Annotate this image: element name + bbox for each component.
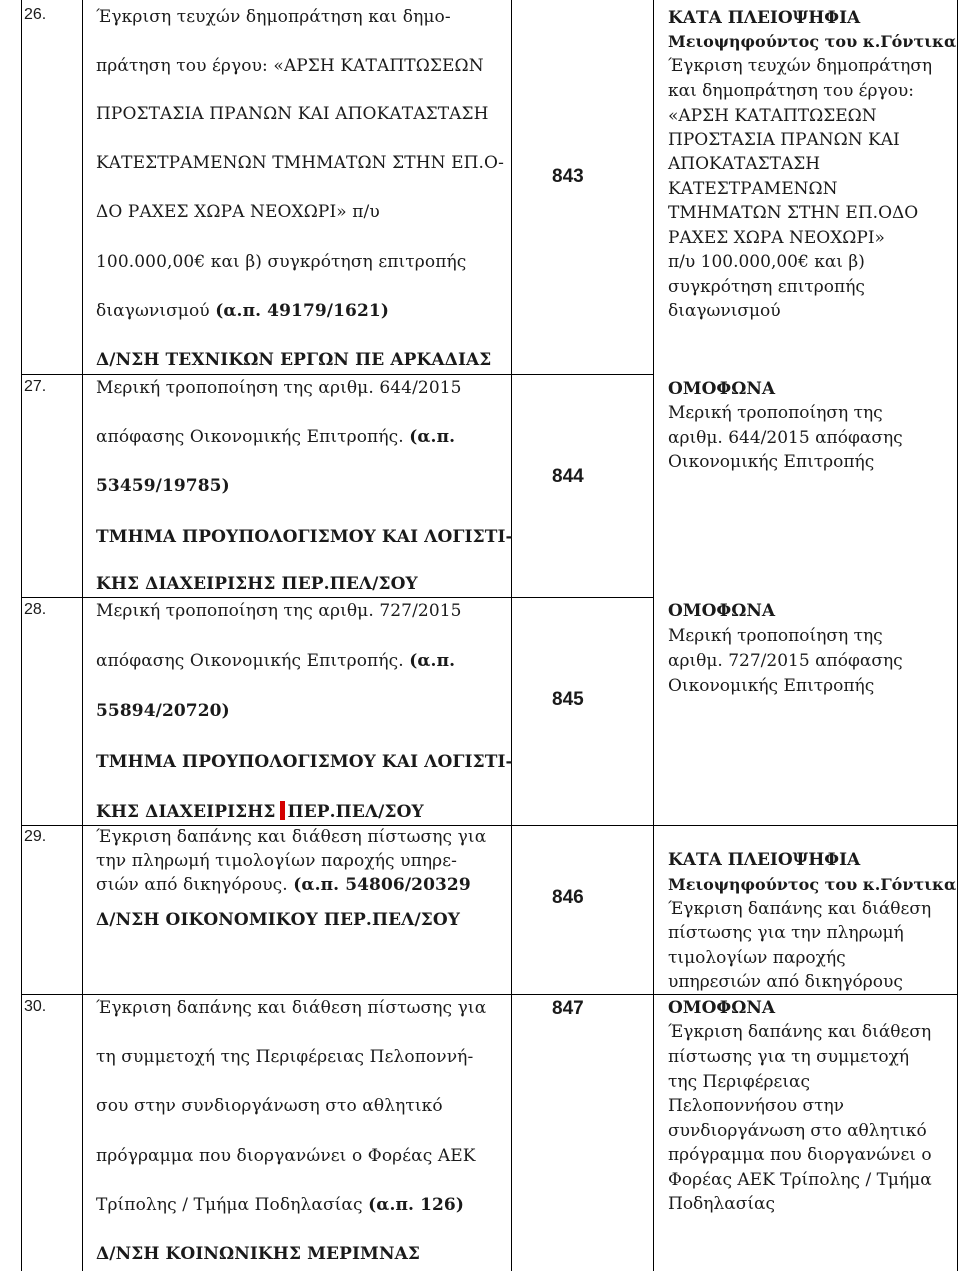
item-number: 27.	[24, 378, 47, 395]
decision-line: ΤΜΗΜΑΤΩΝ ΣΤΗΝ ΕΠ.ΟΔΟ	[668, 203, 919, 223]
decision-line: ΚΑΤΕΣΤΡΑΜΕΝΩΝ	[668, 179, 838, 199]
vote-result: ΟΜΟΦΩΝΑ	[668, 379, 776, 399]
decision-line: πίστωσης για την πληρωμή	[668, 923, 904, 943]
item-number: 28.	[24, 601, 47, 618]
decision-line: Πελοποννήσου στην	[668, 1096, 845, 1116]
decision-code: 847	[552, 998, 584, 1019]
decision-line: της Περιφέρειας	[668, 1072, 810, 1092]
decision-line: Φορέας ΑΕΚ Τρίπολης / Τμήμα	[668, 1170, 932, 1190]
decision-line: τιμολογίων παροχής	[668, 948, 846, 968]
decision-line: Οικονομικής Επιτροπής	[668, 452, 875, 472]
item-text-line: Έγκριση τευχών δημοπράτηση και δημο-	[96, 7, 451, 27]
decision-code: 846	[552, 887, 584, 908]
item-number: 26.	[24, 6, 47, 23]
protocol-reference: (α.π.	[409, 427, 456, 447]
decision-line: Ποδηλασίας	[668, 1194, 776, 1214]
vote-result: ΟΜΟΦΩΝΑ	[668, 998, 776, 1018]
decision-line: ΠΡΟΣΤΑΣΙΑ ΠΡΑΝΩΝ ΚΑΙ	[668, 130, 900, 150]
item-text-line	[96, 427, 455, 447]
table-border-divider-3	[653, 0, 654, 1271]
item-text-tail: απόφασης Οικονομικής Επιτροπής.	[96, 427, 410, 447]
department-label: Δ/ΝΣΗ ΟΙΚΟΝΟΜΙΚΟΥ ΠΕΡ.ΠΕΛ/ΣΟΥ	[96, 910, 461, 930]
row-divider	[21, 597, 653, 598]
table-border-right	[957, 0, 958, 1271]
decision-code: 843	[552, 166, 584, 187]
item-text-line: πράτηση του έργου: «ΑΡΣΗ ΚΑΤΑΠΤΩΣΕΩΝ	[96, 56, 484, 76]
department-label: ΚΗΣ ΔΙΑΧΕΙΡΙΣΗΣ ΠΕΡ.ΠΕΛ/ΣΟΥ	[96, 574, 418, 594]
department-label-part: ΚΗΣ ΔΙΑΧΕΙΡΙΣΗΣ	[96, 802, 276, 822]
vote-result: ΚΑΤΑ ΠΛΕΙΟΨΗΦΙΑ	[668, 8, 861, 28]
decision-line: πίστωσης για τη συμμετοχή	[668, 1047, 910, 1067]
decision-line: «ΑΡΣΗ ΚΑΤΑΠΤΩΣΕΩΝ	[668, 106, 877, 126]
decision-line: π/υ 100.000,00€ και β)	[668, 252, 865, 272]
decision-line: αριθμ. 644/2015 απόφασης	[668, 428, 903, 448]
vote-result: ΟΜΟΦΩΝΑ	[668, 601, 776, 621]
department-label	[96, 801, 424, 822]
row-divider	[21, 825, 958, 826]
department-label: ΤΜΗΜΑ ΠΡΟΥΠΟΛΟΓΙΣΜΟΥ ΚΑΙ ΛΟΓΙΣΤΙ-	[96, 527, 513, 547]
decision-line: ΑΠΟΚΑΤΑΣΤΑΣΗ	[668, 154, 821, 174]
department-label-part: ΠΕΡ.ΠΕΛ/ΣΟΥ	[287, 802, 424, 822]
item-text-tail: σιών από δικηγόρους.	[96, 875, 294, 895]
decision-line: Μερική τροποποίηση της	[668, 626, 883, 646]
item-text-line: 100.000,00€ και β) συγκρότηση επιτροπής	[96, 252, 467, 272]
decision-line: συνδιοργάνωση στο αθλητικό	[668, 1121, 927, 1141]
item-text-line: Έγκριση δαπάνης και διάθεση πίστωσης για	[96, 998, 487, 1018]
decision-line: Μερική τροποποίηση της	[668, 403, 883, 423]
decision-line: διαγωνισμού	[668, 301, 781, 321]
text-cursor-mark	[280, 801, 285, 820]
item-text-line: ΔΟ ΡΑΧΕΣ ΧΩΡΑ ΝΕΟΧΩΡΙ» π/υ	[96, 202, 380, 222]
row-divider	[21, 374, 653, 375]
department-label: Δ/ΝΣΗ ΤΕΧΝΙΚΩΝ ΕΡΓΩΝ ΠΕ ΑΡΚΑΔΙΑΣ	[96, 350, 492, 370]
item-text-line	[96, 1195, 464, 1215]
decision-line: Έγκριση δαπάνης και διάθεση	[668, 1022, 932, 1042]
table-border-divider-2	[511, 0, 512, 1271]
decision-line: Έγκριση δαπάνης και διάθεση	[668, 899, 932, 919]
table-border-divider-1	[82, 0, 83, 1271]
item-text-line: Μερική τροποποίηση της αριθμ. 727/2015	[96, 601, 462, 621]
row-divider	[21, 994, 958, 995]
protocol-reference: (α.π.	[409, 651, 456, 671]
vote-result: ΚΑΤΑ ΠΛΕΙΟΨΗΦΙΑ	[668, 850, 861, 870]
item-text-line: ΠΡΟΣΤΑΣΙΑ ΠΡΑΝΩΝ ΚΑΙ ΑΠΟΚΑΤΑΣΤΑΣΗ	[96, 104, 489, 124]
item-text-line	[96, 651, 455, 671]
decision-line: συγκρότηση επιτροπής	[668, 277, 865, 297]
dissent-note: Μειοψηφούντος του κ.Γόντικα	[668, 32, 957, 51]
decision-line: και δημοπράτηση του έργου:	[668, 81, 914, 101]
table-border-left	[21, 0, 22, 1271]
decision-code: 845	[552, 689, 584, 710]
decision-line: Έγκριση τευχών δημοπράτηση	[668, 56, 933, 76]
item-text-tail: Τρίπολης / Τμήμα Ποδηλασίας	[96, 1195, 369, 1215]
protocol-reference: (α.π. 126)	[368, 1195, 464, 1215]
item-text-line	[96, 875, 471, 895]
item-text-tail: διαγωνισμού	[96, 301, 216, 321]
item-text-line	[96, 301, 389, 321]
decision-line: πρόγραμμα που διοργανώνει ο	[668, 1145, 932, 1165]
decision-line: Οικονομικής Επιτροπής	[668, 676, 875, 696]
department-label: ΤΜΗΜΑ ΠΡΟΥΠΟΛΟΓΙΣΜΟΥ ΚΑΙ ΛΟΓΙΣΤΙ-	[96, 752, 513, 772]
item-text-line: πρόγραμμα που διοργανώνει ο Φορέας ΑΕΚ	[96, 1146, 476, 1166]
item-text-line: τη συμμετοχή της Περιφέρειας Πελοποννή-	[96, 1047, 474, 1067]
decision-line: ΡΑΧΕΣ ΧΩΡΑ ΝΕΟΧΩΡΙ»	[668, 228, 885, 248]
protocol-reference: (α.π. 49179/1621)	[215, 301, 389, 321]
protocol-reference: 55894/20720)	[96, 701, 230, 721]
item-text-line: Έγκριση δαπάνης και διάθεση πίστωσης για	[96, 827, 487, 847]
dissent-note: Μειοψηφούντος του κ.Γόντικα	[668, 875, 957, 894]
item-text-line: ΚΑΤΕΣΤΡΑΜΕΝΩΝ ΤΜΗΜΑΤΩΝ ΣΤΗΝ ΕΠ.Ο-	[96, 153, 504, 173]
item-text-line: την πληρωμή τιμολογίων παροχής υπηρε-	[96, 851, 457, 871]
protocol-reference: (α.π. 54806/20329	[293, 875, 471, 895]
item-text-line: Μερική τροποποίηση της αριθμ. 644/2015	[96, 378, 462, 398]
department-label: Δ/ΝΣΗ ΚΟΙΝΩΝΙΚΗΣ ΜΕΡΙΜΝΑΣ	[96, 1244, 420, 1264]
decision-line: υπηρεσιών από δικηγόρους	[668, 972, 903, 992]
decision-code: 844	[552, 466, 584, 487]
item-text-tail: απόφασης Οικονομικής Επιτροπής.	[96, 651, 410, 671]
item-text-line: σου στην συνδιοργάνωση στο αθλητικό	[96, 1096, 443, 1116]
protocol-reference: 53459/19785)	[96, 476, 230, 496]
decision-line: αριθμ. 727/2015 απόφασης	[668, 651, 903, 671]
item-number: 30.	[24, 998, 47, 1015]
item-number: 29.	[24, 828, 47, 845]
